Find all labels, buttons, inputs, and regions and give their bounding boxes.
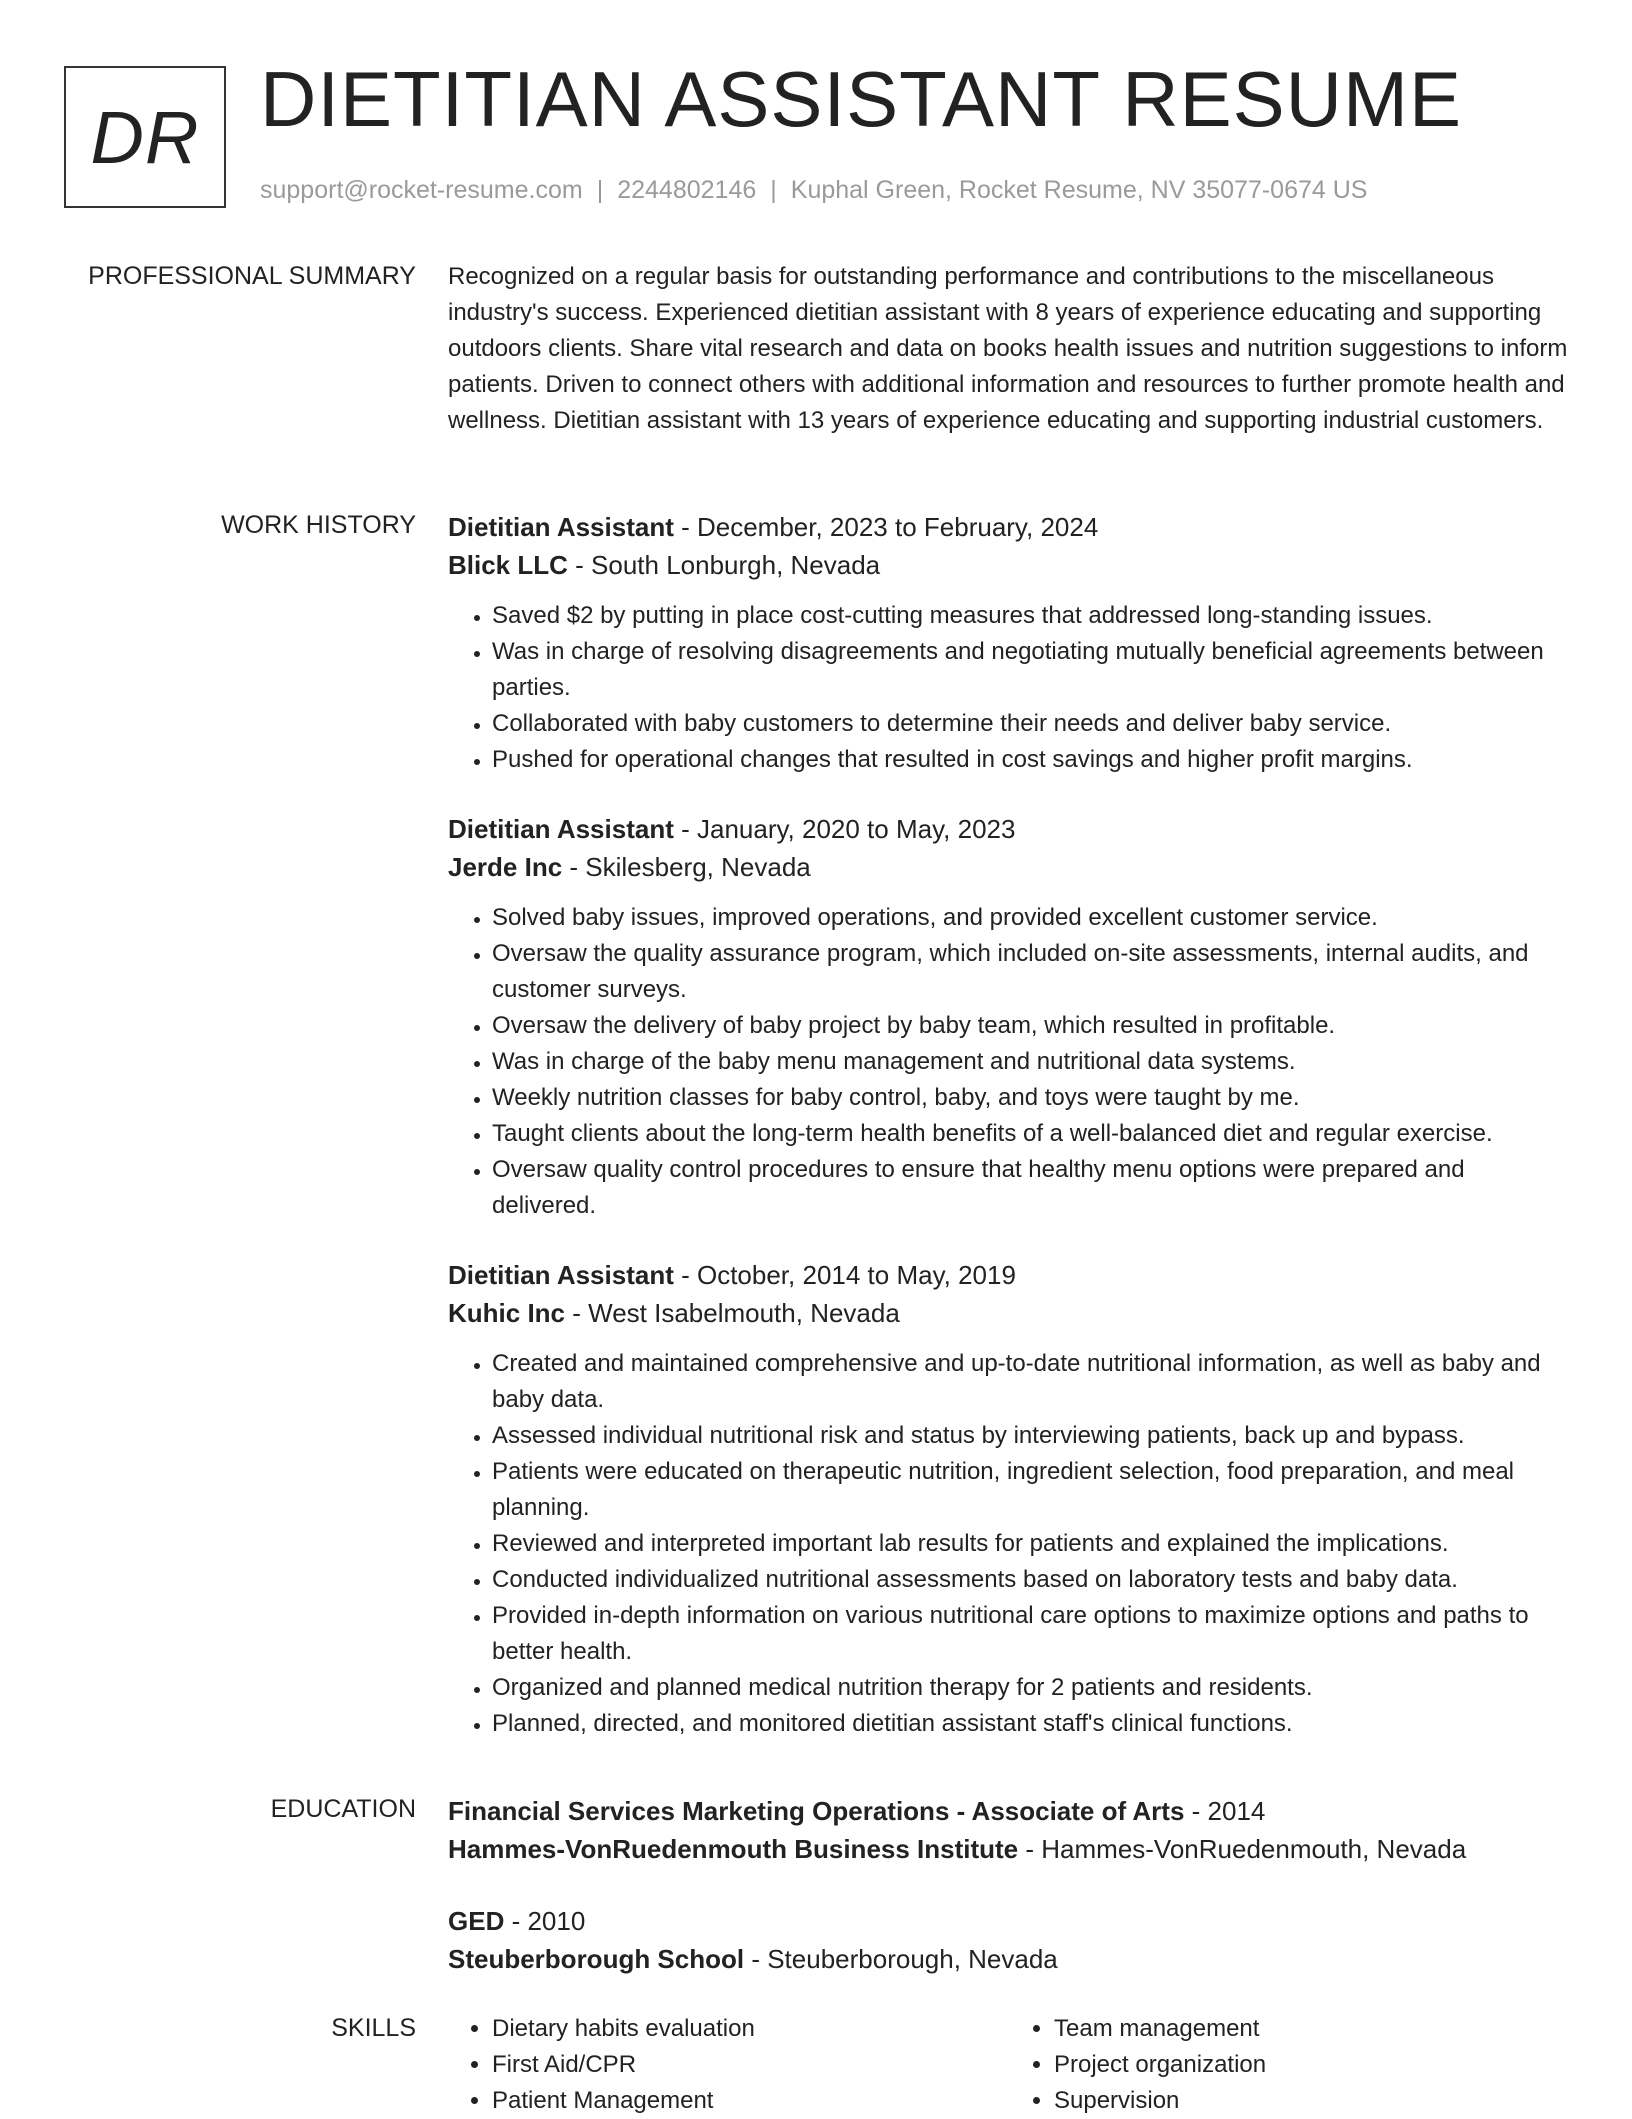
skills-list-left [448, 2011, 1010, 2119]
job-bullet: • Was in charge of resolving disagreements and negotiating mutually beneficial agreements between parties. [492, 634, 1572, 706]
job-bullet: • Reviewed and interpreted important lab results for patients and explained the implications. [492, 1526, 1572, 1562]
job-title-line [448, 810, 1572, 848]
education-year: - 2010 [504, 1906, 586, 1936]
job-bullet: • Solved baby issues, improved operations, and provided excellent customer service. [492, 900, 1572, 936]
job-bullet: • Taught clients about the long-term health benefits of a well-balanced diet and regular exercise. [492, 1116, 1572, 1152]
skill-item: • Supervision [1054, 2083, 1572, 2119]
job-bullets [448, 900, 1572, 1224]
job-entry [448, 508, 1572, 778]
job-bullet: • Oversaw the quality assurance program, which included on-site assessments, internal audits, and customer surveys. [492, 936, 1572, 1008]
job-dates: - January, 2020 to May, 2023 [673, 814, 1016, 844]
education-entry [448, 1902, 1572, 1978]
contact-line [260, 176, 1367, 205]
job-company: Jerde Inc [448, 852, 563, 882]
resume-title: DIETITIAN ASSISTANT RESUME [260, 55, 1462, 143]
job-company-line [448, 848, 1572, 886]
job-location: - Skilesberg, Nevada [562, 852, 811, 882]
initials-monogram: DR [64, 66, 226, 208]
section-label-skills: SKILLS [331, 2014, 416, 2042]
skill-item: • Patient Management [492, 2083, 1010, 2119]
contact-phone[interactable]: 2244802146 [617, 176, 757, 204]
job-title-line [448, 1256, 1572, 1294]
education-location: - Hammes-VonRuedenmouth, Nevada [1018, 1834, 1467, 1864]
job-bullet: • Provided in-depth information on various nutritional care options to maximize options and paths to better health. [492, 1598, 1572, 1670]
job-bullet: • Pushed for operational changes that resulted in cost savings and higher profit margins. [492, 742, 1572, 778]
job-company: Blick LLC [448, 550, 568, 580]
job-dates: - October, 2014 to May, 2019 [673, 1260, 1016, 1290]
job-entry [448, 810, 1572, 1224]
job-title: Dietitian Assistant [448, 1260, 674, 1290]
skills [448, 2011, 1572, 2119]
contact-separator: | [770, 176, 777, 204]
job-title-line [448, 508, 1572, 546]
skill-item: • Project organization [1054, 2047, 1572, 2083]
education-degree: Financial Services Marketing Operations - Associate of Arts [448, 1796, 1185, 1826]
job-bullet: • Assessed individual nutritional risk and status by interviewing patients, back up and bypass. [492, 1418, 1572, 1454]
job-bullet: • Created and maintained comprehensive and up-to-date nutritional information, as well as baby and baby data. [492, 1346, 1572, 1418]
section-label-education: EDUCATION [270, 1795, 416, 1823]
job-bullet: • Was in charge of the baby menu management and nutritional data systems. [492, 1044, 1572, 1080]
job-bullet: • Patients were educated on therapeutic nutrition, ingredient selection, food preparation, and meal planning. [492, 1454, 1572, 1526]
education [448, 1792, 1572, 1978]
education-school-line [448, 1940, 1572, 1978]
contact-address: Kuphal Green, Rocket Resume, NV 35077-0674 US [790, 176, 1368, 204]
job-bullet: • Organized and planned medical nutrition therapy for 2 patients and residents. [492, 1670, 1572, 1706]
skill-item: • First Aid/CPR [492, 2047, 1010, 2083]
skill-item: • Dietary habits evaluation [492, 2011, 1010, 2047]
education-year: - 2014 [1184, 1796, 1266, 1826]
job-entry [448, 1256, 1572, 1742]
job-bullet: • Saved $2 by putting in place cost-cutting measures that addressed long-standing issues. [492, 598, 1572, 634]
education-school: Hammes-VonRuedenmouth Business Institute [448, 1834, 1019, 1864]
education-entry [448, 1792, 1572, 1868]
education-location: - Steuberborough, Nevada [744, 1944, 1058, 1974]
skills-columns [448, 2011, 1572, 2119]
job-company-line [448, 1294, 1572, 1332]
section-label-summary: PROFESSIONAL SUMMARY [88, 262, 416, 290]
job-bullet: • Planned, directed, and monitored dietitian assistant staff's clinical functions. [492, 1706, 1572, 1742]
job-company: Kuhic Inc [448, 1298, 566, 1328]
job-title: Dietitian Assistant [448, 512, 674, 542]
education-school: Steuberborough School [448, 1944, 745, 1974]
summary-text: Recognized on a regular basis for outstanding performance and contributions to the miscellaneous industry's success. Experienced dietitian assistant with 8 years of experience educating and supporting outdoors clients. Share vital research and data on books health issues and nutrition suggestions to inform patients. Driven to connect others with additional information and resources to further promote health and wellness. Dietitian assistant with 13 years of experience educating and supporting industrial customers. [448, 263, 1568, 434]
skills-list-right [1010, 2011, 1572, 2119]
job-bullet: • Oversaw quality control procedures to ensure that healthy menu options were prepared and delivered. [492, 1152, 1572, 1224]
job-bullet: • Weekly nutrition classes for baby control, baby, and toys were taught by me. [492, 1080, 1572, 1116]
job-bullet: • Collaborated with baby customers to determine their needs and deliver baby service. [492, 706, 1572, 742]
job-company-line [448, 546, 1572, 584]
job-dates: - December, 2023 to February, 2024 [673, 512, 1099, 542]
job-bullet: • Conducted individualized nutritional assessments based on laboratory tests and baby data. [492, 1562, 1572, 1598]
job-bullets [448, 1346, 1572, 1742]
work-history [448, 508, 1572, 1742]
job-location: - South Lonburgh, Nevada [567, 550, 881, 580]
education-degree-line [448, 1902, 1572, 1940]
education-degree: GED [448, 1906, 505, 1936]
contact-email[interactable]: support@rocket-resume.com [260, 176, 583, 204]
job-title: Dietitian Assistant [448, 814, 674, 844]
job-bullets [448, 598, 1572, 778]
skill-item: • Team management [1054, 2011, 1572, 2047]
education-degree-line [448, 1792, 1572, 1830]
contact-separator: | [596, 176, 604, 204]
section-label-work-history: WORK HISTORY [221, 511, 416, 539]
job-location: - West Isabelmouth, Nevada [565, 1298, 900, 1328]
job-bullet: • Oversaw the delivery of baby project by baby team, which resulted in profitable. [492, 1008, 1572, 1044]
education-school-line [448, 1830, 1572, 1868]
